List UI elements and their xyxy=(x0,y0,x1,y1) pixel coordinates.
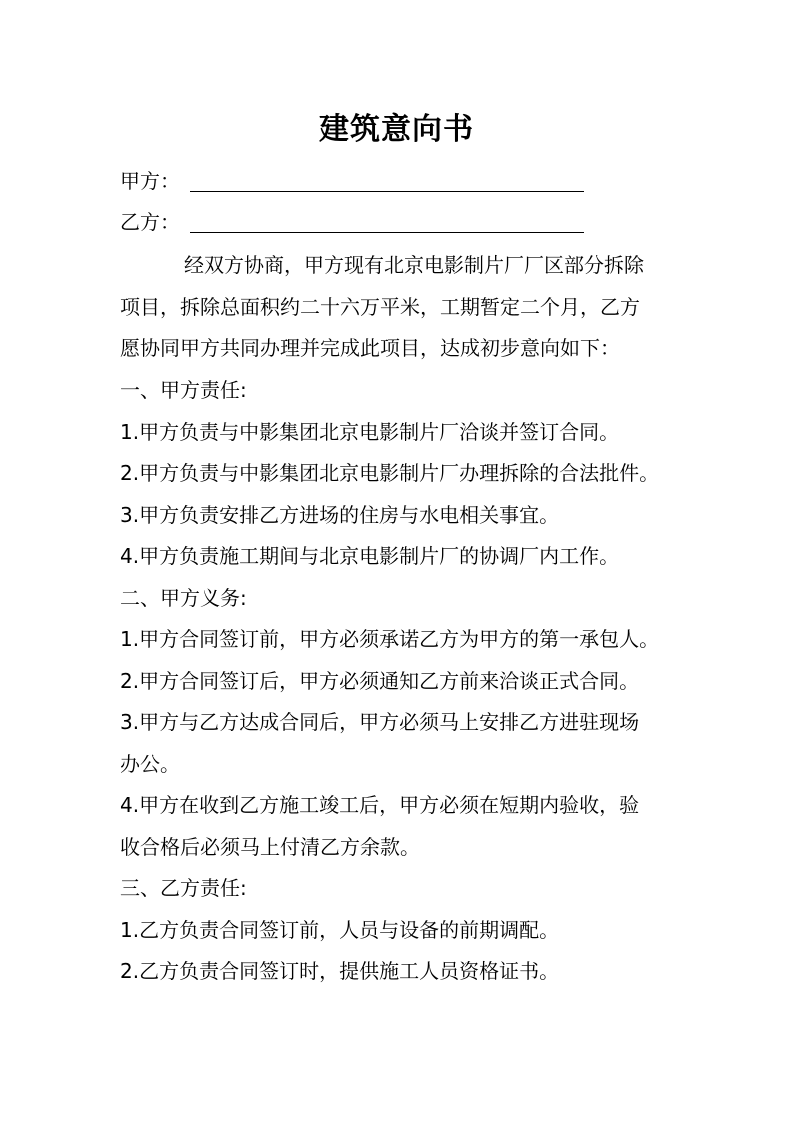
clause-line: 2.乙方负责合同签订时，提供施工人员资格证书。 xyxy=(120,959,560,983)
clause-line: 1.乙方负责合同签订前，人员与设备的前期调配。 xyxy=(120,918,560,942)
section-heading: 一、甲方责任: xyxy=(120,378,247,402)
clause-line: 4.甲方在收到乙方施工竣工后，甲方必须在短期内验收，验 xyxy=(120,793,640,817)
intro-line: 项目，拆除总面积约二十六万平米，工期暂定二个月，乙方 xyxy=(120,295,640,319)
section-heading: 三、乙方责任: xyxy=(120,876,247,900)
clause-line: 办公。 xyxy=(120,752,180,776)
clause-line: 1.甲方负责与中影集团北京电影制片厂洽谈并签订合同。 xyxy=(120,420,620,444)
clause-line: 2.甲方负责与中影集团北京电影制片厂办理拆除的合法批件。 xyxy=(120,461,660,485)
party-a-blank-line xyxy=(190,190,584,192)
party-b-blank-line xyxy=(190,231,584,233)
party-a-label: 甲方： xyxy=(120,169,180,193)
section-heading: 二、甲方义务: xyxy=(120,586,247,610)
clause-line: 4.甲方负责施工期间与北京电影制片厂的协调厂内工作。 xyxy=(120,544,620,568)
clause-line: 2.甲方合同签订后，甲方必须通知乙方前来洽谈正式合同。 xyxy=(120,669,640,693)
intro-line: 愿协同甲方共同办理并完成此项目，达成初步意向如下： xyxy=(120,336,620,360)
clause-line: 收合格后必须马上付清乙方余款。 xyxy=(120,835,420,859)
clause-line: 3.甲方与乙方达成合同后，甲方必须马上安排乙方进驻现场 xyxy=(120,710,640,734)
intro-line: 经双方协商，甲方现有北京电影制片厂厂区部分拆除 xyxy=(184,253,644,277)
party-a-field xyxy=(120,166,720,196)
party-b-field xyxy=(120,207,720,237)
document-title: 建筑意向书 xyxy=(319,112,474,147)
party-b-label: 乙方： xyxy=(120,210,180,234)
clause-line: 1.甲方合同签订前，甲方必须承诺乙方为甲方的第一承包人。 xyxy=(120,627,660,651)
clause-line: 3.甲方负责安排乙方进场的住房与水电相关事宜。 xyxy=(120,503,560,527)
